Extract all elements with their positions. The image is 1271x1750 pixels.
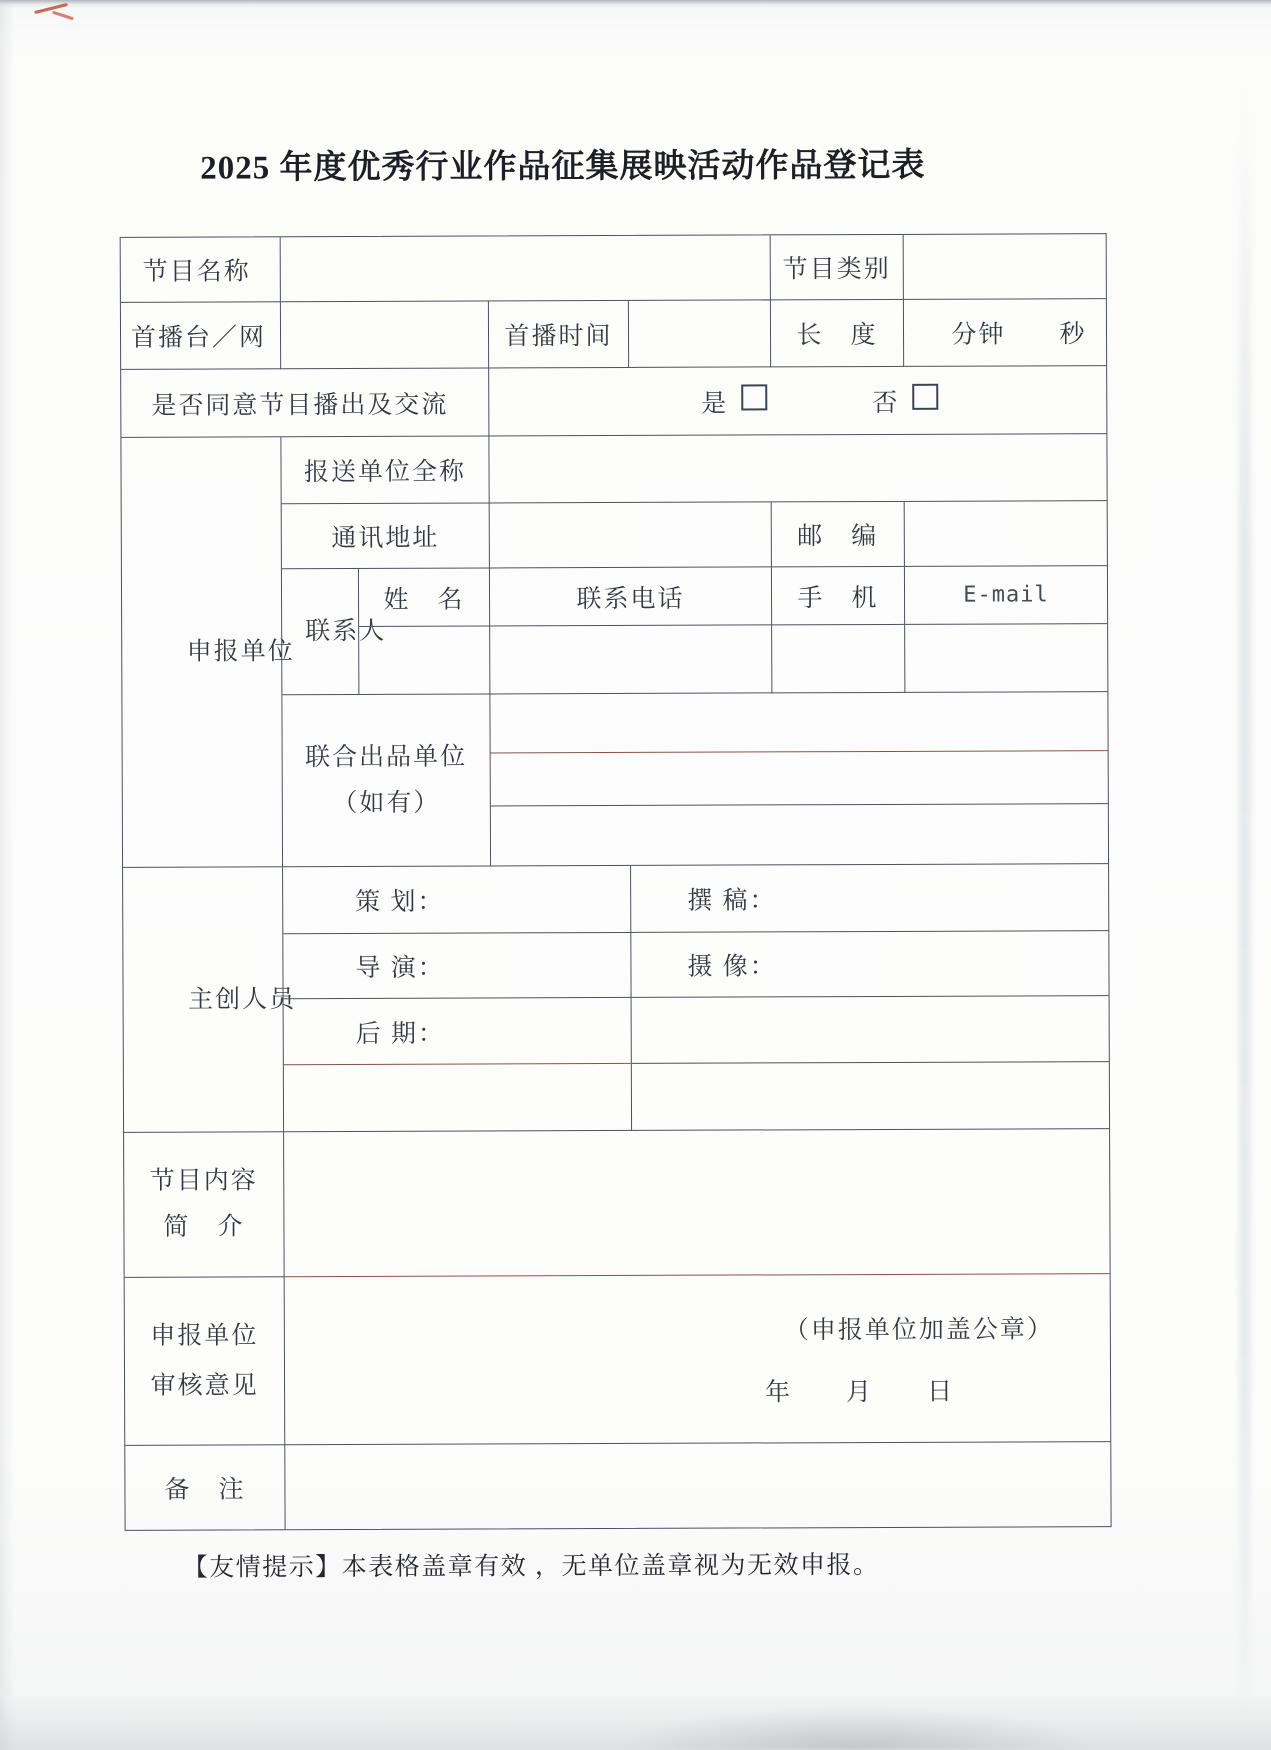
- scan-top-edge: [0, 0, 1271, 8]
- consent-yes-label: 是: [701, 390, 729, 418]
- consent-no-label: 否: [872, 389, 900, 417]
- planning-label-cell: 策 划：: [283, 866, 631, 934]
- email-field: [905, 624, 1107, 693]
- program-name-field: [281, 235, 771, 302]
- remarks-field: [285, 1442, 1110, 1529]
- registration-form-table: [120, 233, 1112, 1531]
- contact-person-vertical-text: 联系人: [305, 617, 387, 645]
- script-label-cell: 撰 稿：: [631, 864, 1108, 933]
- creative-team-section-label: [123, 867, 297, 1133]
- director-label-cell: 导 演：: [283, 933, 631, 999]
- creative-extra-field-left: [284, 1064, 632, 1132]
- synopsis-field: [284, 1129, 1110, 1277]
- synopsis-label-line1: 节目内容: [149, 1167, 258, 1195]
- program-category-field: [904, 234, 1106, 300]
- footer-note: 【友情提示】本表格盖章有效 ，无单位盖章视为无效申报。: [182, 1551, 880, 1582]
- contact-person-label: [282, 569, 387, 695]
- remarks-label: 备 注: [125, 1445, 285, 1530]
- post-label-cell: 后 期：: [284, 998, 632, 1065]
- joint-producer-field-3: [491, 804, 1108, 866]
- creative-extra-field-right-1: [632, 996, 1109, 1064]
- contact-phone-field: [490, 625, 772, 694]
- joint-producer-label-line1: 联合出品单位: [305, 743, 468, 771]
- scan-left-shade: [0, 0, 14, 1750]
- address-label: 通讯地址: [282, 503, 490, 569]
- joint-producer-label-line2: （如有）: [332, 789, 441, 817]
- review-label: [125, 1277, 286, 1446]
- submit-unit-fullname-label: 报送单位全称: [281, 436, 489, 504]
- scan-bottom-patch: [620, 1706, 1090, 1750]
- contact-name-field: [359, 626, 490, 695]
- review-field: [285, 1274, 1111, 1445]
- declaring-unit-vertical-text: 申报单位: [186, 637, 295, 666]
- review-label-line1: 申报单位: [150, 1321, 259, 1350]
- program-name-label: 节目名称: [121, 237, 281, 303]
- creative-extra-field-right-2: [632, 1062, 1109, 1131]
- broadcast-channel-label: 首播台／网: [121, 302, 281, 370]
- contact-name-header: 姓 名: [359, 568, 490, 627]
- consent-options-cell: [489, 366, 1106, 436]
- camera-label-cell: 摄 像：: [631, 931, 1108, 998]
- broadcast-time-label: 首播时间: [489, 301, 629, 369]
- postcode-field: [905, 501, 1107, 567]
- stamp-note: （申报单位加盖公章）: [783, 1315, 1054, 1344]
- program-category-label: 节目类别: [771, 235, 904, 301]
- page-title: 2025 年度优秀行业作品征集展映活动作品登记表: [200, 147, 926, 187]
- joint-producer-field-2: [491, 751, 1108, 806]
- email-header: E-mail: [905, 566, 1107, 625]
- address-field: [490, 502, 772, 568]
- declaring-unit-section-label: [121, 437, 295, 868]
- joint-producer-label: [282, 694, 491, 867]
- broadcast-time-field: [629, 300, 771, 368]
- joint-producer-field-1: [490, 692, 1107, 753]
- length-unit-cell: 分钟 秒: [904, 299, 1106, 367]
- consent-no-checkbox: [912, 383, 938, 409]
- submit-unit-fullname-field: [489, 434, 1106, 503]
- broadcast-channel-field: [281, 301, 489, 369]
- postcode-label: 邮 编: [772, 502, 905, 568]
- length-label: 长 度: [771, 300, 904, 368]
- review-label-line2: 审核意见: [150, 1371, 259, 1400]
- synopsis-label-line2: 简 介: [163, 1213, 245, 1241]
- consent-options-group: [701, 382, 938, 419]
- scan-right-streak: [1239, 80, 1251, 1720]
- contact-phone-header: 联系电话: [490, 567, 772, 626]
- consent-label: 是否同意节目播出及交流: [121, 368, 489, 437]
- creative-team-vertical-text: 主创人员: [188, 985, 297, 1014]
- mobile-field: [772, 625, 905, 694]
- synopsis-label: [124, 1132, 285, 1278]
- mobile-header: 手 机: [772, 567, 905, 626]
- consent-yes-checkbox: [741, 384, 767, 410]
- date-line: 年 月 日: [765, 1378, 955, 1406]
